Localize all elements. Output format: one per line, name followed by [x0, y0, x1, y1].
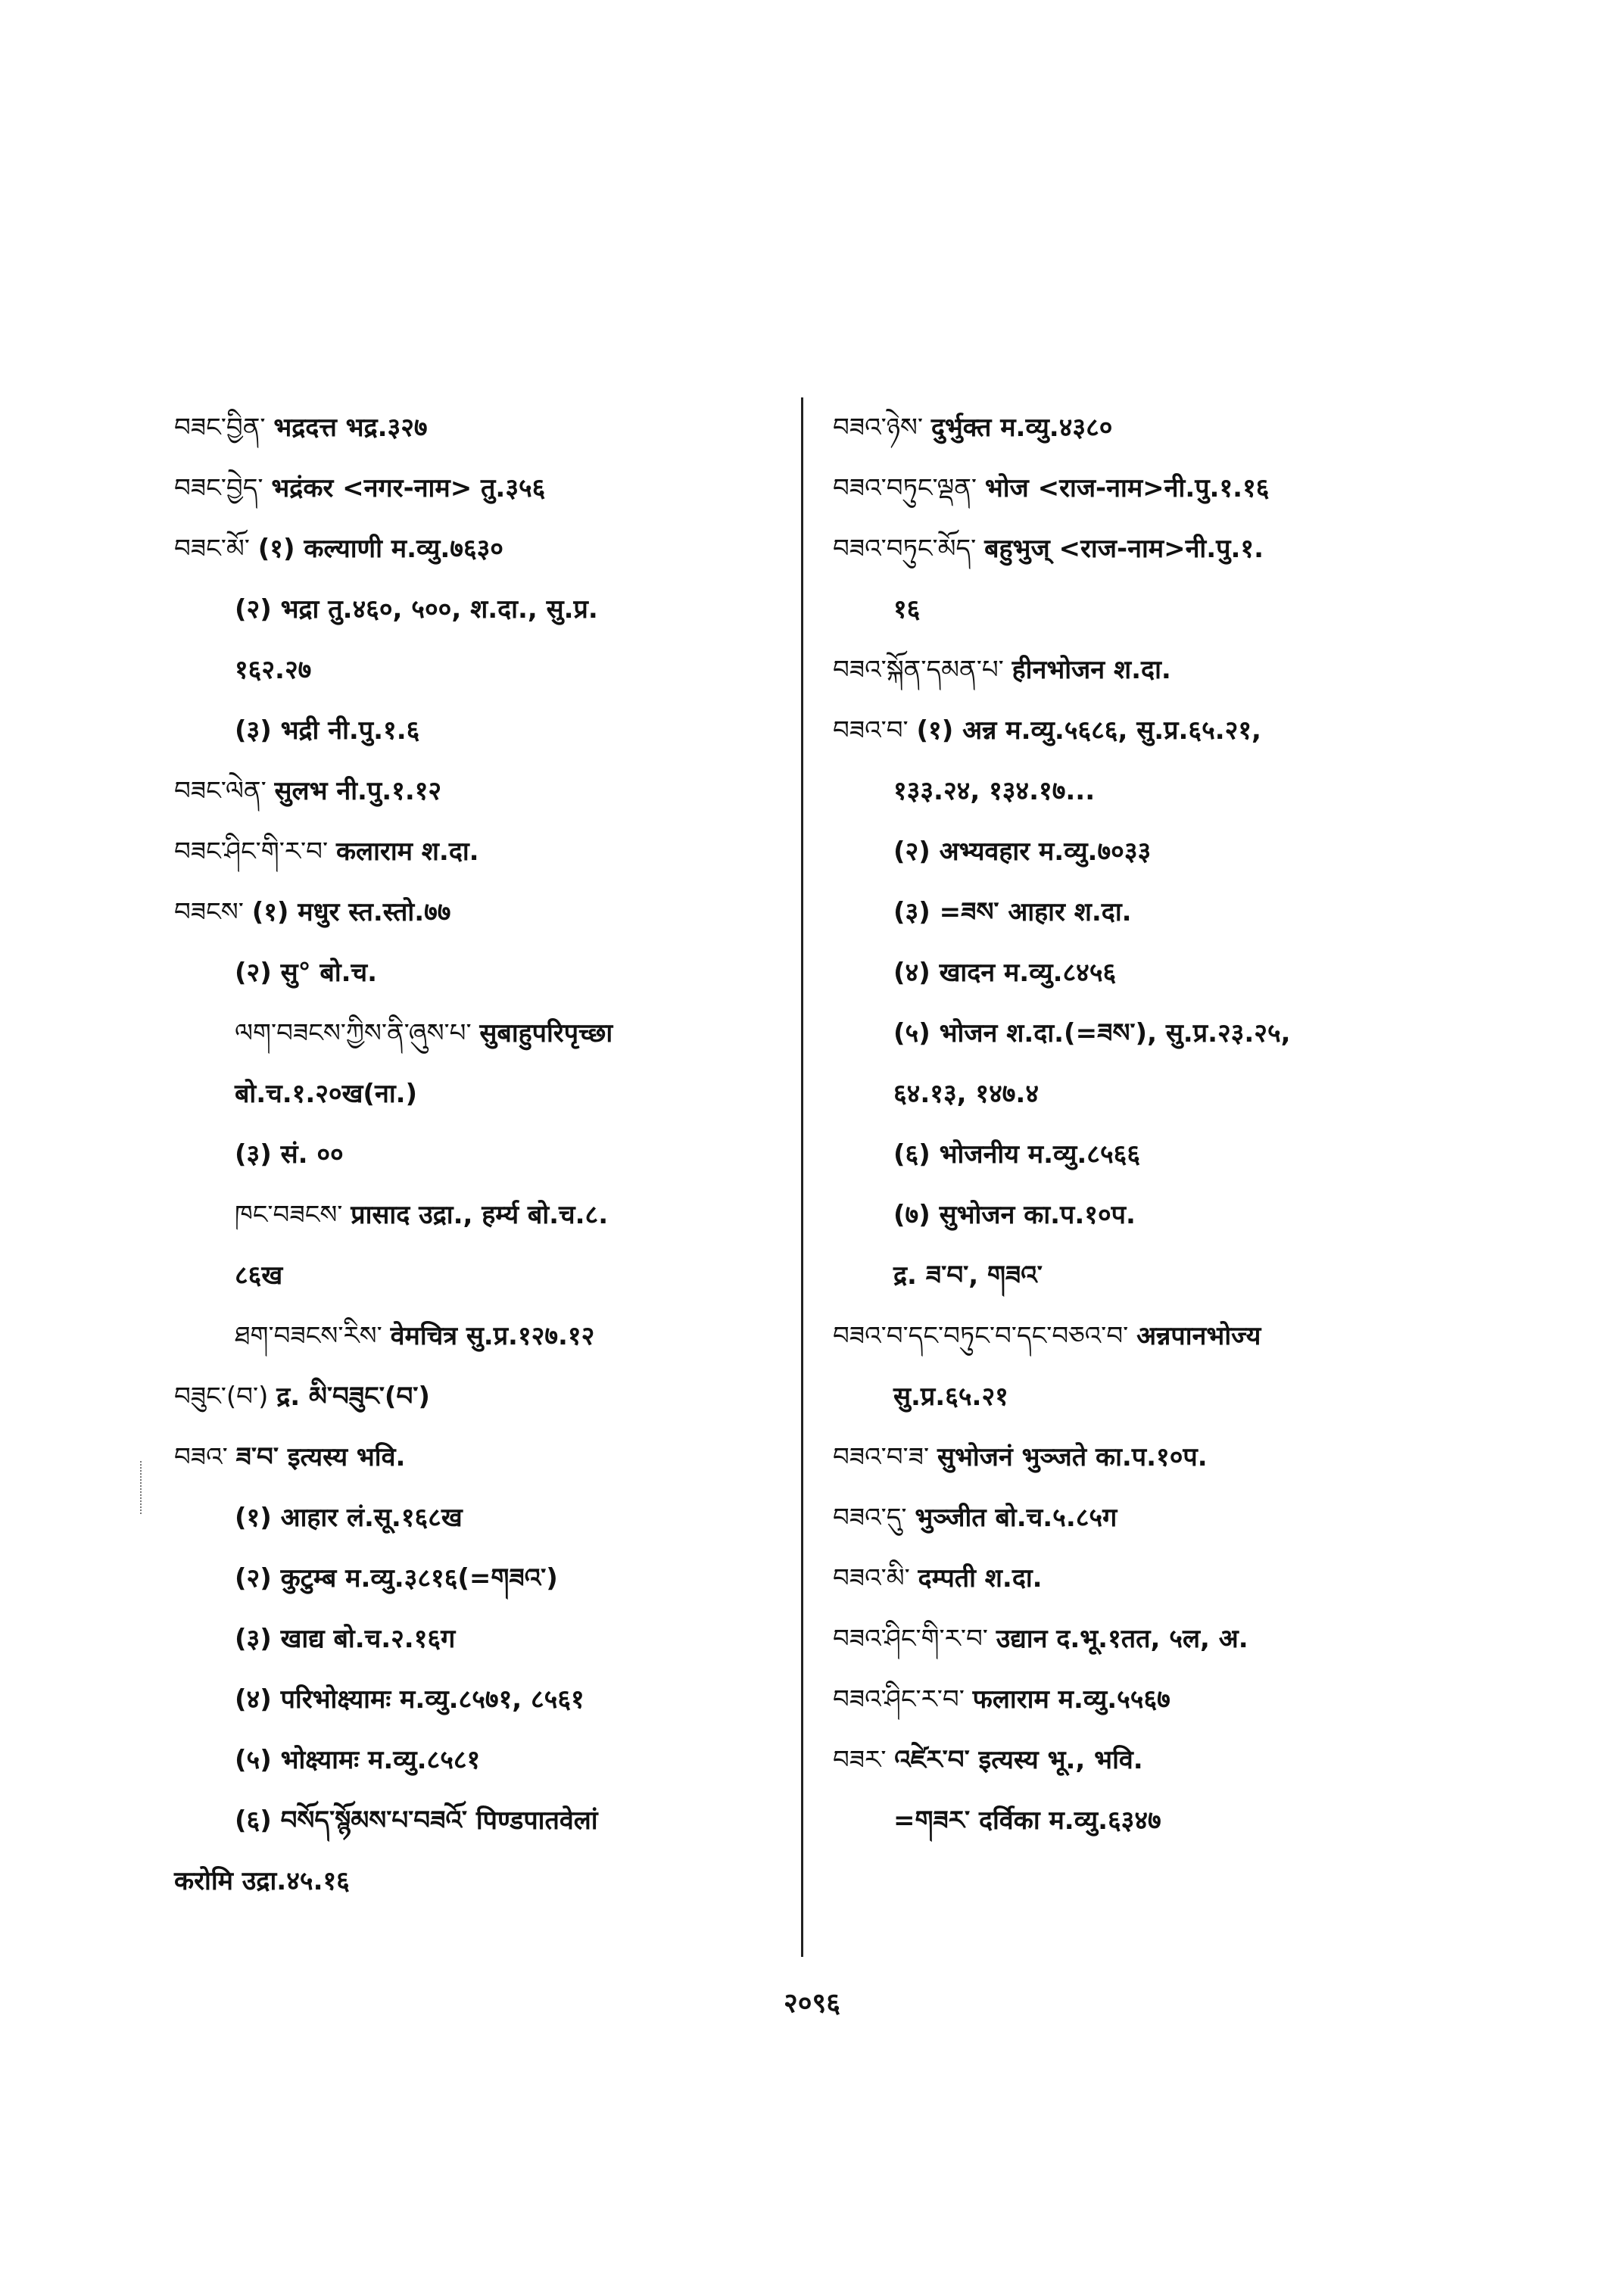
definition-text: सुबाहुपरिपृच्छा: [479, 1018, 613, 1048]
definition-text: ६४.१३, १४७.४: [893, 1079, 1040, 1109]
dictionary-line: [174, 579, 780, 640]
tibetan-headword: ལག་བཟངས་ཀྱིས་ནི་ཞུས་པ་: [235, 1018, 472, 1048]
definition-text: दम्पती श.दा.: [918, 1563, 1043, 1594]
dictionary-line: [833, 761, 1454, 821]
dictionary-line: [833, 640, 1454, 700]
dictionary-line: [833, 942, 1454, 1003]
tibetan-headword: བཟའ་བ་དང་བཏུང་བ་དང་བཅའ་བ་: [833, 1321, 1129, 1351]
dictionary-line: [833, 1548, 1454, 1609]
dictionary-line: [174, 700, 780, 761]
dictionary-line: [174, 1245, 780, 1306]
dictionary-line: [174, 397, 780, 458]
dictionary-line: [833, 519, 1454, 579]
definition-text: (५) भोक्ष्यामः म.व्यु.८५८१: [235, 1745, 481, 1775]
tibetan-headword: བཟའ་མི་: [833, 1563, 910, 1594]
dictionary-line: [833, 1609, 1454, 1669]
tibetan-headword: བཟའ་བ་: [833, 715, 909, 746]
dictionary-line: [174, 1730, 780, 1790]
definition-text: १६२.२७: [235, 655, 312, 685]
dictionary-line: [833, 1488, 1454, 1548]
definition-text: द्र. མི་བཟུང་(བ་): [276, 1382, 430, 1412]
tibetan-headword: བཟང་བྱེད་: [174, 473, 263, 503]
dictionary-line: [174, 1306, 780, 1366]
dictionary-line: [174, 519, 780, 579]
definition-text: सुभोजनं भुञ्जते का.प.१०प.: [937, 1442, 1208, 1472]
left-column: [174, 397, 780, 1911]
dictionary-line: [833, 397, 1454, 458]
page-number: २०९६: [784, 1988, 840, 2019]
definition-text: उद्यान द.भू.१तत, ५ल, अ.: [996, 1624, 1248, 1654]
definition-text: दुर्भुक्त म.व्यु.४३८०: [930, 413, 1113, 443]
dictionary-line: [174, 1609, 780, 1669]
dictionary-line: [833, 700, 1454, 761]
definition-text: फलाराम म.व्यु.५५६७: [972, 1684, 1170, 1715]
dictionary-line: [833, 1124, 1454, 1185]
definition-text: (३) सं. ००: [235, 1139, 344, 1170]
definition-text: (१) कल्याणी म.व्यु.७६३०: [257, 534, 503, 564]
definition-text: (६) भोजनीय म.व्यु.८५६६: [893, 1139, 1140, 1170]
tibetan-headword: བཟའ་བ་ཟ་: [833, 1442, 930, 1472]
definition-text: भोज <राज-नाम>नी.पु.१.१६: [984, 473, 1270, 503]
definition-text: सु.प्र.६५.२१: [893, 1382, 1008, 1412]
definition-text: बो.च.१.२०ख(ना.): [235, 1079, 418, 1109]
dictionary-line: [833, 821, 1454, 882]
tibetan-headword: བཟར་: [833, 1745, 887, 1775]
dictionary-line: [174, 882, 780, 942]
definition-text: (३) =ཟས་ आहार श.दा.: [893, 897, 1132, 927]
dictionary-line: [174, 1851, 780, 1911]
tibetan-headword: བཟའ་ཤིང་ར་བ་: [833, 1684, 965, 1715]
definition-text: (१) मधुर स्त.स्तो.७७: [251, 897, 451, 927]
definition-text: (३) भद्री नी.पु.१.६: [235, 715, 420, 746]
dictionary-line: [833, 1730, 1454, 1790]
dictionary-line: [174, 1669, 780, 1730]
definition-text: हीनभोजन श.दा.: [1011, 655, 1171, 685]
definition-text: ८६ख: [235, 1260, 283, 1291]
tibetan-headword: བཟའ་ཉེས་: [833, 413, 923, 443]
definition-text: (७) सुभोजन का.प.१०प.: [893, 1200, 1136, 1230]
definition-text: बहुभुज् <राज-नाम>नी.पु.१.: [984, 534, 1264, 564]
dictionary-line: [174, 1790, 780, 1851]
definition-text: १६: [893, 594, 921, 625]
definition-text: (२) कुटुम्ब म.व्यु.३८१६(=གཟའ་): [235, 1563, 558, 1594]
column-divider: [801, 397, 803, 1957]
definition-text: सुलभ नी.पु.१.१२: [274, 776, 442, 806]
tibetan-headword: ཁང་བཟངས་: [235, 1200, 343, 1230]
definition-text: करोमि उद्रा.४५.१६: [174, 1866, 350, 1896]
dictionary-line: [833, 1427, 1454, 1488]
dictionary-line: [174, 1427, 780, 1488]
tibetan-headword: བཟངས་: [174, 897, 244, 927]
tibetan-headword: བཟའ་སྐོན་དམན་པ་: [833, 655, 1004, 685]
tibetan-headword: བཟང་ཤིང་གི་ར་བ་: [174, 837, 329, 867]
dictionary-line: [174, 761, 780, 821]
definition-text: འཛེར་བ་ इत्यस्य भू., भवि.: [894, 1745, 1143, 1775]
definition-text: (१) आहार लं.सू.१६८ख: [235, 1503, 463, 1533]
dictionary-line: [833, 458, 1454, 519]
definition-text: =གཟར་ दर्विका म.व्यु.६३४७: [893, 1805, 1161, 1836]
margin-dots: [140, 1461, 143, 1514]
dictionary-line: [833, 882, 1454, 942]
definition-text: (४) परिभोक्ष्यामः म.व्यु.८५७१, ८५६१: [235, 1684, 584, 1715]
definition-text: द्र. ཟ་བ་, གཟའ་: [893, 1260, 1043, 1291]
tibetan-headword: ཐག་བཟངས་རིས་: [235, 1321, 382, 1351]
definition-text: (२) सु° बो.च.: [235, 958, 378, 988]
definition-text: (१) अन्न म.व्यु.५६८६, सु.प्र.६५.२१,: [916, 715, 1261, 746]
definition-text: (६) བསོད་སྙོམས་པ་བཟའོ་ पिण्डपातवेलां: [235, 1805, 598, 1836]
definition-text: (४) खादन म.व्यु.८४५६: [893, 958, 1117, 988]
dictionary-line: [833, 1669, 1454, 1730]
dictionary-line: [174, 1488, 780, 1548]
definition-text: ཟ་བ་ इत्यस्य भवि.: [235, 1442, 406, 1472]
dictionary-line: [833, 1064, 1454, 1124]
definition-text: भद्रदत्त भद्र.३२७: [273, 413, 428, 443]
tibetan-headword: བཟའ་: [174, 1442, 228, 1472]
tibetan-headword: བཟང་མོ་: [174, 534, 250, 564]
tibetan-headword: བཟའ་བཏུང་ལྡན་: [833, 473, 977, 503]
tibetan-headword: བཟའ་ཤིང་གི་ར་བ་: [833, 1624, 988, 1654]
dictionary-line: [174, 1124, 780, 1185]
definition-text: प्रासाद उद्रा., हर्म्य बो.च.८.: [351, 1200, 609, 1230]
dictionary-line: [833, 1366, 1454, 1427]
dictionary-line: [174, 942, 780, 1003]
definition-text: (५) भोजन श.दा.(=ཟས་), सु.प्र.२३.२५,: [893, 1018, 1291, 1048]
tibetan-headword: བཟུང་(བ་): [174, 1382, 269, 1412]
definition-text: १३३.२४, १३४.१७...: [893, 776, 1096, 806]
tibetan-headword: བཟའ་དུ་: [833, 1503, 907, 1533]
dictionary-line: [174, 1366, 780, 1427]
dictionary-line: [174, 458, 780, 519]
definition-text: अन्नपानभोज्य: [1136, 1321, 1261, 1351]
definition-text: वेमचित्र सु.प्र.१२७.१२: [390, 1321, 595, 1351]
definition-text: भुञ्जीत बो.च.५.८५ग: [915, 1503, 1117, 1533]
dictionary-line: [174, 1003, 780, 1064]
dictionary-line: [833, 1003, 1454, 1064]
tibetan-headword: བཟང་བྱིན་: [174, 413, 266, 443]
definition-text: (२) अभ्यवहार म.व्यु.७०३३: [893, 837, 1152, 867]
definition-text: कलाराम श.दा.: [335, 837, 479, 867]
dictionary-line: [174, 1548, 780, 1609]
right-column: [833, 397, 1454, 1851]
dictionary-line: [833, 1185, 1454, 1245]
definition-text: (२) भद्रा तु.४६०, ५००, श.दा., सु.प्र.: [235, 594, 598, 625]
definition-text: (३) खाद्य बो.च.२.१६ग: [235, 1624, 456, 1654]
dictionary-line: [833, 579, 1454, 640]
dictionary-line: [174, 1064, 780, 1124]
dictionary-line: [833, 1790, 1454, 1851]
dictionary-line: [174, 640, 780, 700]
tibetan-headword: བཟའ་བཏུང་མོད་: [833, 534, 977, 564]
tibetan-headword: བཟང་ལེན་: [174, 776, 267, 806]
dictionary-line: [833, 1306, 1454, 1366]
definition-text: भद्रंकर <नगर-नाम> तु.३५६: [271, 473, 546, 503]
dictionary-line: [174, 821, 780, 882]
dictionary-line: [174, 1185, 780, 1245]
dictionary-line: [833, 1245, 1454, 1306]
